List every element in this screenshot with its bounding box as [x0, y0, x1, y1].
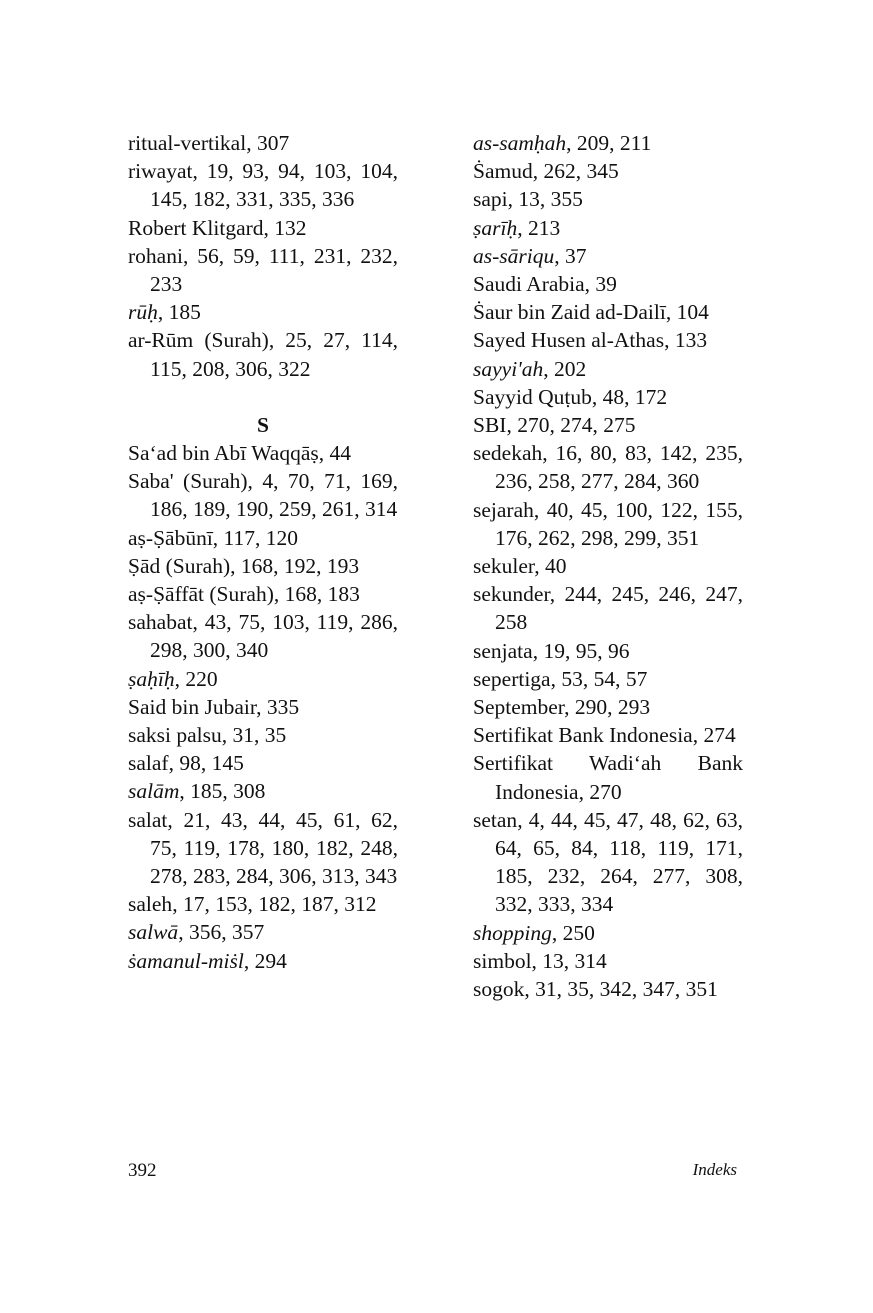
- index-column-left: [128, 129, 398, 975]
- index-term: simbol: [473, 948, 532, 973]
- index-page-refs: , 4, 44, 45, 47, 48, 62, 63, 64, 65, 84, 118, 119, 171, 185, 232, 264, 277, 308, 332, 333, 334: [495, 807, 743, 917]
- index-term: sapi: [473, 187, 508, 212]
- index-term: ṣarīḥ: [473, 215, 518, 240]
- index-page-refs: , 117, 120: [212, 525, 298, 550]
- index-entry: [128, 918, 398, 946]
- index-page-refs: , 202: [543, 356, 587, 381]
- index-term: sogok: [473, 977, 525, 1002]
- index-page-refs: , 98, 145: [168, 751, 244, 776]
- index-term: Saudi Arabia: [473, 272, 585, 297]
- index-page-refs: , 168, 183: [273, 582, 360, 607]
- index-page-refs: , 53, 54, 57: [550, 666, 648, 691]
- index-entry: [473, 383, 743, 411]
- index-term: salām: [128, 779, 180, 804]
- index-page-refs: , 356, 357: [178, 920, 265, 945]
- index-term: Robert Klitgard: [128, 215, 264, 240]
- index-entry: [473, 355, 743, 383]
- index-term: September: [473, 695, 565, 720]
- index-term: setan: [473, 807, 518, 832]
- index-term: Saba' (Surah): [128, 469, 248, 494]
- index-entry: [473, 496, 743, 552]
- index-page-refs: , 31, 35, 342, 347, 351: [524, 977, 718, 1002]
- index-term: Sertifikat Wadi‘ah Bank Indonesia: [473, 751, 743, 804]
- left-entries-before-heading: [128, 129, 398, 383]
- index-entry: [473, 919, 743, 947]
- index-entry: [128, 608, 398, 664]
- index-page-refs: , 132: [263, 215, 307, 240]
- index-entry: [128, 242, 398, 298]
- index-page-refs: , 4, 70, 71, 169, 186, 189, 190, 259, 261, 314: [150, 469, 398, 522]
- index-entry: [473, 975, 743, 1003]
- index-term: saksi palsu: [128, 723, 222, 748]
- left-entries-after-heading: [128, 439, 398, 975]
- index-page-refs: , 48, 172: [591, 384, 668, 409]
- index-entry: [128, 806, 398, 891]
- index-entry: [473, 157, 743, 185]
- index-page-refs: , 21, 43, 44, 45, 61, 62, 75, 119, 178, 180, 182, 248, 278, 283, 284, 306, 313, 343: [150, 807, 398, 889]
- index-entry: [473, 580, 743, 636]
- index-term: sekuler: [473, 554, 535, 579]
- index-page-refs: , 13, 314: [531, 948, 607, 973]
- index-page-refs: , 43, 75, 103, 119, 286, 298, 300, 340: [150, 610, 398, 663]
- index-entry: [473, 665, 743, 693]
- index-entry: [473, 749, 743, 805]
- index-page-refs: , 31, 35: [221, 723, 287, 748]
- index-page-refs: , 13, 355: [507, 187, 583, 212]
- index-entry: [473, 129, 743, 157]
- index-entry: [128, 890, 398, 918]
- running-footer-title: Indeks: [692, 1160, 737, 1179]
- index-page-refs: , 17, 153, 182, 187, 312: [172, 892, 377, 917]
- index-page-refs: , 25, 27, 114, 115, 208, 306, 322: [150, 328, 398, 381]
- index-entry: [473, 270, 743, 298]
- index-term: SBI: [473, 413, 507, 438]
- index-term: sekunder: [473, 582, 550, 607]
- index-term: salat: [128, 807, 168, 832]
- index-page-refs: , 244, 245, 246, 247, 258: [495, 582, 743, 635]
- index-term: Ṡaur bin Zaid ad-Dailī: [473, 300, 666, 325]
- index-page-refs: , 185: [157, 300, 201, 325]
- index-page-refs: , 40, 45, 100, 122, 155, 176, 262, 298, 299, 351: [495, 497, 743, 550]
- index-page-refs: , 270, 274, 275: [506, 413, 636, 438]
- index-entry: [128, 129, 398, 157]
- index-entry: [473, 411, 743, 439]
- index-term: Ṣād (Surah): [128, 553, 231, 578]
- index-term: as-sāriqu: [473, 243, 555, 268]
- section-letter-heading: S: [257, 412, 269, 437]
- index-term: sedekah: [473, 441, 543, 466]
- index-page-refs: , 213: [517, 215, 561, 240]
- index-term: as-samḥah: [473, 131, 567, 155]
- index-term: aṣ-Ṣāffāt (Surah): [128, 582, 274, 607]
- index-entry: [473, 637, 743, 665]
- index-term: aṣ-Ṣābūnī: [128, 525, 213, 550]
- index-page-refs: , 133: [664, 328, 708, 353]
- index-page-refs: , 262, 345: [532, 159, 619, 184]
- index-entry: [128, 214, 398, 242]
- index-entry: [128, 693, 398, 721]
- index-term: senjata: [473, 638, 533, 663]
- index-term: Sa‘ad bin Abī Waqqāṣ: [128, 441, 319, 466]
- index-entry: [473, 693, 743, 721]
- index-term: ar-Rūm (Surah): [128, 328, 269, 353]
- index-page-refs: , 209, 211: [566, 131, 652, 155]
- index-page-refs: , 104: [665, 300, 709, 325]
- index-entry: [473, 185, 743, 213]
- index-page-refs: , 44: [318, 441, 351, 466]
- index-entry: [128, 439, 398, 467]
- index-term: ṣaḥīḥ: [128, 666, 175, 691]
- index-entry: [128, 157, 398, 213]
- index-page-refs: , 19, 95, 96: [532, 638, 630, 663]
- index-page-refs: , 19, 93, 94, 103, 104, 145, 182, 331, 335, 336: [150, 159, 398, 212]
- index-column-right: [473, 129, 743, 1003]
- index-term: sahabat: [128, 610, 193, 635]
- index-term: Sayyid Quṭub: [473, 384, 592, 409]
- index-entry: [473, 721, 743, 749]
- index-entry: [128, 665, 398, 693]
- index-entry: [128, 467, 398, 523]
- index-entry: [128, 298, 398, 326]
- index-term: sayyi'ah: [473, 356, 544, 381]
- index-page-refs: , 294: [243, 948, 287, 973]
- index-term: saleh: [128, 892, 173, 917]
- index-entry: [473, 242, 743, 270]
- index-entry: [128, 580, 398, 608]
- index-term: Sayed Husen al-Athas: [473, 328, 665, 353]
- index-term: riwayat: [128, 159, 193, 184]
- index-entry: [128, 552, 398, 580]
- index-entry: [128, 947, 398, 975]
- index-term: sejarah: [473, 497, 534, 522]
- index-page-refs: , 290, 293: [564, 695, 651, 720]
- index-term: shopping: [473, 920, 552, 945]
- index-term: rūḥ: [128, 300, 158, 325]
- index-page-refs: , 307: [246, 131, 290, 155]
- index-page-refs: , 40: [534, 554, 567, 579]
- index-entry: [473, 947, 743, 975]
- index-term: ṡamanul-miṡl: [128, 948, 244, 973]
- index-term: sepertiga: [473, 666, 551, 691]
- index-entry: [473, 552, 743, 580]
- index-entry: [473, 439, 743, 495]
- index-page-refs: , 39: [584, 272, 617, 297]
- index-entry: [473, 806, 743, 919]
- index-entry: [473, 298, 743, 326]
- index-entry: [128, 777, 398, 805]
- index-page-refs: , 274: [692, 723, 736, 748]
- index-page-refs: , 220: [174, 666, 218, 691]
- index-term: salaf: [128, 751, 169, 776]
- index-entry: [128, 749, 398, 777]
- index-term: ritual-vertikal: [128, 131, 247, 155]
- index-page-refs: , 168, 192, 193: [230, 553, 360, 578]
- index-entry: [473, 214, 743, 242]
- right-entries: [473, 129, 743, 1003]
- index-entry: [473, 326, 743, 354]
- index-term: rohani: [128, 243, 183, 268]
- index-entry: [128, 326, 398, 382]
- index-term: Sertifikat Bank Indonesia: [473, 723, 693, 748]
- index-page-refs: , 185, 308: [179, 779, 266, 804]
- index-page-refs: , 56, 59, 111, 231, 232, 233: [150, 243, 398, 297]
- index-term: Said bin Jubair: [128, 694, 257, 719]
- index-page-refs: , 37: [554, 243, 587, 268]
- index-page-refs: , 270: [578, 779, 622, 804]
- index-page-refs: , 335: [256, 694, 300, 719]
- index-term: salwā: [128, 920, 179, 945]
- index-entry: [128, 524, 398, 552]
- index-page-refs: , 16, 80, 83, 142, 235, 236, 258, 277, 284, 360: [495, 441, 743, 494]
- index-entry: [128, 721, 398, 749]
- index-term: Ṡamud: [473, 159, 533, 184]
- index-page-refs: , 250: [551, 920, 595, 945]
- page-number: 392: [128, 1160, 157, 1181]
